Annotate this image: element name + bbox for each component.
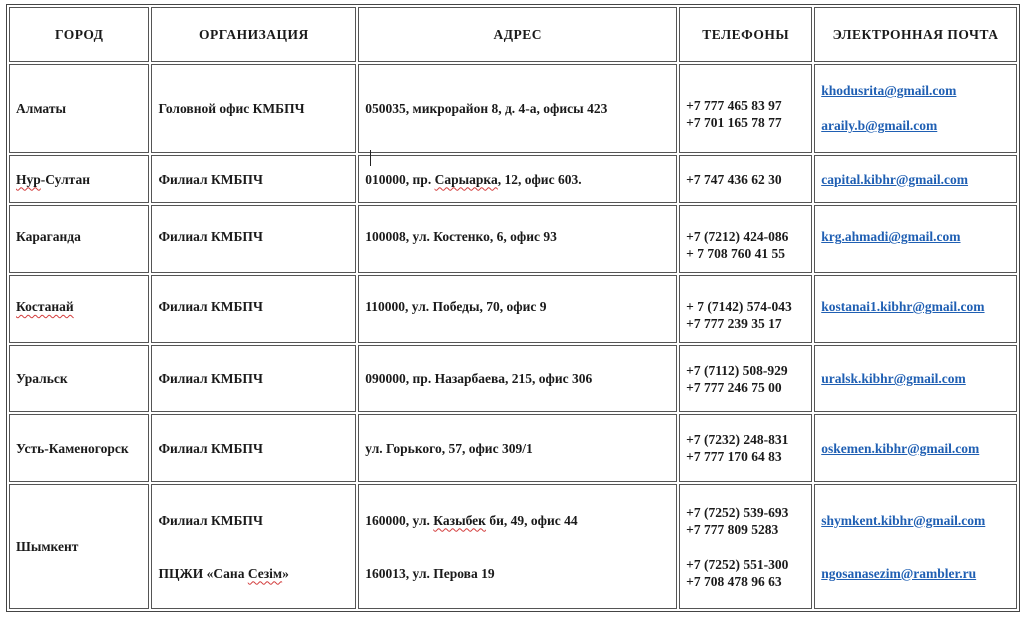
- phones-cell: [679, 275, 812, 343]
- header-phones: ТЕЛЕФОНЫ: [679, 7, 812, 62]
- header-city: ГОРОД: [9, 7, 149, 62]
- phone-number: +7 777 170 64 83: [686, 449, 782, 465]
- phones-cell: [679, 414, 812, 482]
- phones-cell: [679, 155, 812, 204]
- address-part: би, 49, офис 44: [485, 512, 578, 528]
- address-part: Сарыарка: [434, 171, 498, 187]
- city-cell: Шымкент: [9, 484, 149, 609]
- address-part: 160000, ул.: [365, 512, 434, 528]
- email-cell: [814, 484, 1017, 609]
- phone-number: +7 747 436 62 30: [686, 171, 782, 187]
- organization-cell: Филиал КМБПЧ: [151, 345, 356, 413]
- phones-cell: [679, 64, 812, 153]
- email-link[interactable]: khodusrita@gmail.com: [821, 83, 957, 99]
- header-organization: ОРГАНИЗАЦИЯ: [151, 7, 356, 62]
- phone-number: +7 777 239 35 17: [686, 316, 782, 332]
- table-row: [9, 155, 1017, 204]
- phone-number: +7 777 465 83 97: [686, 98, 782, 114]
- table-row: [9, 64, 1017, 153]
- organization-cell: Филиал КМБПЧ: [151, 155, 356, 204]
- phone-number: +7 777 246 75 00: [686, 379, 782, 395]
- city-cell: Караганда: [9, 205, 149, 273]
- email-link[interactable]: araily.b@gmail.com: [821, 118, 938, 134]
- phone-number: +7 (7112) 508-929: [686, 362, 788, 378]
- city-part: Нур: [16, 171, 41, 187]
- email-link[interactable]: shymkent.kibhr@gmail.com: [821, 512, 986, 528]
- org-part: ПЦЖИ «Сана: [158, 565, 248, 581]
- city-cell: Алматы: [9, 64, 149, 153]
- address-part: 010000, пр.: [365, 171, 435, 187]
- phones-cell: [679, 484, 812, 609]
- text-cursor: [370, 150, 371, 166]
- email-link[interactable]: kostanai1.kibhr@gmail.com: [821, 299, 985, 315]
- phone-number: + 7 (7142) 574-043: [686, 299, 792, 315]
- city-cell: Уральск: [9, 345, 149, 413]
- city-part: -Султан: [40, 171, 90, 187]
- contacts-table: [6, 4, 1020, 612]
- table-row: [9, 275, 1017, 343]
- email-link[interactable]: ngosanasezim@rambler.ru: [821, 565, 977, 581]
- address-cell: [358, 484, 677, 609]
- phone-number: +7 (7252) 551-300: [686, 556, 789, 572]
- organization-cell: Филиал КМБПЧ: [151, 414, 356, 482]
- table-row: [9, 484, 1017, 609]
- table-row: [9, 205, 1017, 273]
- city-cell: Усть-Каменогорск: [9, 414, 149, 482]
- table-header-row: [9, 7, 1017, 62]
- organization-cell: Филиал КМБПЧ: [151, 275, 356, 343]
- header-email: ЭЛЕКТРОННАЯ ПОЧТА: [814, 7, 1017, 62]
- address-line: 160013, ул. Перова 19: [365, 565, 495, 581]
- phone-number: +7 777 809 5283: [686, 521, 779, 537]
- address-cell: 090000, пр. Назарбаева, 215, офис 306: [358, 345, 677, 413]
- city-name: Костанай: [16, 299, 74, 315]
- phone-number: +7 (7212) 424-086: [686, 229, 789, 245]
- table-row: [9, 414, 1017, 482]
- email-cell: [814, 275, 1017, 343]
- city-cell: [9, 155, 149, 204]
- phone-number: +7 (7252) 539-693: [686, 504, 789, 520]
- org-part: »: [282, 565, 289, 581]
- organization-cell: Филиал КМБПЧ: [151, 205, 356, 273]
- address-part: , 12, офис 603.: [497, 171, 582, 187]
- address-cell: 110000, ул. Победы, 70, офис 9: [358, 275, 677, 343]
- address-cell: 100008, ул. Костенко, 6, офис 93: [358, 205, 677, 273]
- organization-cell: Головной офис КМБПЧ: [151, 64, 356, 153]
- email-link[interactable]: oskemen.kibhr@gmail.com: [821, 440, 980, 456]
- email-cell: [814, 345, 1017, 413]
- email-link[interactable]: capital.kibhr@gmail.com: [821, 171, 969, 187]
- email-link[interactable]: krg.ahmadi@gmail.com: [821, 229, 961, 245]
- email-cell: [814, 205, 1017, 273]
- address-part: Казыбек: [433, 512, 486, 528]
- phones-cell: [679, 205, 812, 273]
- phone-number: +7 701 165 78 77: [686, 115, 782, 131]
- organization-name: Филиал КМБПЧ: [158, 512, 263, 528]
- organization-cell: [151, 484, 356, 609]
- address-cell: ул. Горького, 57, офис 309/1: [358, 414, 677, 482]
- email-cell: [814, 64, 1017, 153]
- phone-number: +7 708 478 96 63: [686, 573, 782, 589]
- city-cell: [9, 275, 149, 343]
- phone-number: +7 (7232) 248-831: [686, 432, 789, 448]
- address-cell: 050035, микрорайон 8, д. 4-а, офисы 423: [358, 64, 677, 153]
- phone-number: + 7 708 760 41 55: [686, 246, 785, 262]
- email-cell: [814, 155, 1017, 204]
- org-part: Сезім: [247, 565, 283, 581]
- header-address: АДРЕС: [358, 7, 677, 62]
- table-row: [9, 345, 1017, 413]
- phones-cell: [679, 345, 812, 413]
- email-cell: [814, 414, 1017, 482]
- email-link[interactable]: uralsk.kibhr@gmail.com: [821, 371, 966, 387]
- address-line: [365, 512, 670, 529]
- contacts-table-wrapper: [6, 4, 1020, 612]
- organization-name: [158, 565, 349, 582]
- address-cell: [358, 155, 677, 204]
